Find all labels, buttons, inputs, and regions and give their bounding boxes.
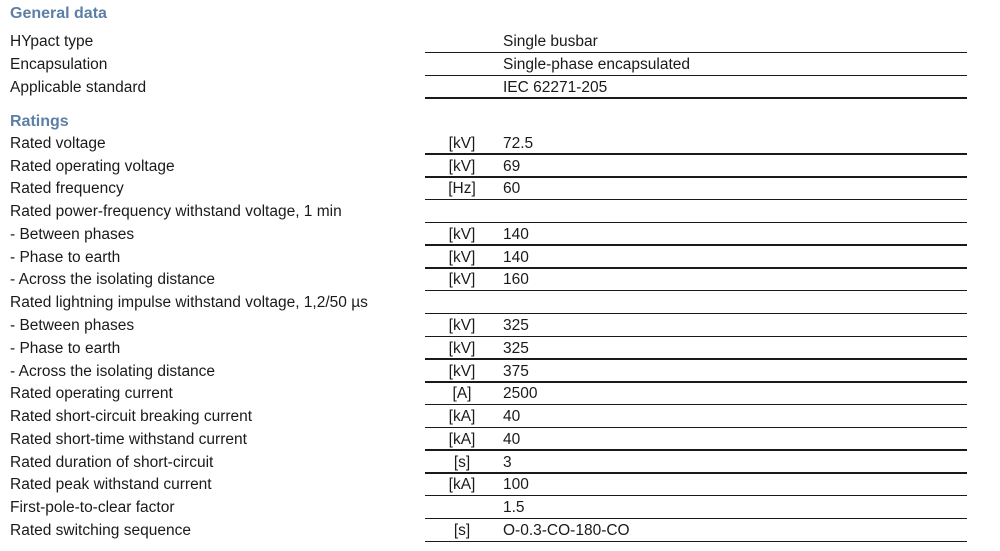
spec-label: Rated switching sequence <box>10 522 191 540</box>
spec-label: Rated short-time withstand current <box>10 430 247 448</box>
spec-row <box>0 360 1000 383</box>
spec-value: 140 <box>503 225 529 243</box>
spec-value: O-0.3-CO-180-CO <box>503 522 630 540</box>
spec-value: 60 <box>503 180 521 198</box>
spec-row <box>0 383 1000 406</box>
spec-unit: [kV] <box>448 271 476 289</box>
spec-row <box>0 76 1000 99</box>
spec-unit: [kV] <box>448 157 476 175</box>
spec-unit: [s] <box>453 453 471 471</box>
spec-label: First-pole-to-clear factor <box>10 499 175 517</box>
spec-value: 69 <box>503 157 521 175</box>
spec-row <box>0 223 1000 246</box>
spec-row <box>0 314 1000 337</box>
spec-label: - Phase to earth <box>10 248 121 266</box>
spec-unit: [kV] <box>448 134 476 152</box>
spec-label: Applicable standard <box>10 78 147 96</box>
spec-row <box>0 474 1000 497</box>
spec-unit: [kV] <box>448 225 476 243</box>
spec-row <box>0 519 1000 542</box>
spec-row <box>0 405 1000 428</box>
spec-value: 72.5 <box>503 134 534 152</box>
spec-row <box>0 337 1000 360</box>
spec-label: Rated operating voltage <box>10 157 175 175</box>
spec-row <box>0 132 1000 155</box>
spec-unit: [Hz] <box>448 180 476 198</box>
spec-value: 160 <box>503 271 529 289</box>
spec-value: 375 <box>503 362 529 380</box>
spec-row <box>0 291 1000 314</box>
spec-value: 100 <box>503 476 529 494</box>
spec-unit: [A] <box>452 385 472 403</box>
spec-label: Rated frequency <box>10 180 124 198</box>
spec-row <box>0 246 1000 269</box>
spec-label: HYpact type <box>10 33 94 51</box>
spec-value: 325 <box>503 339 529 357</box>
spec-unit: [kA] <box>448 430 476 448</box>
spec-label: Rated short-circuit breaking current <box>10 408 253 426</box>
spec-unit: [kA] <box>448 476 476 494</box>
spec-value: 1.5 <box>503 499 525 517</box>
spec-unit: [kV] <box>448 339 476 357</box>
spec-value: 325 <box>503 317 529 335</box>
row-divider <box>425 97 967 99</box>
spec-row <box>0 155 1000 178</box>
spec-label: Rated lightning impulse withstand voltage, 1,2/50 µs <box>10 294 368 312</box>
spec-row <box>0 428 1000 451</box>
general-data-title: General data <box>10 5 107 22</box>
spec-label: Rated peak withstand current <box>10 476 212 494</box>
spec-row <box>0 31 1000 54</box>
spec-value: 40 <box>503 408 521 426</box>
spec-unit: [kV] <box>448 248 476 266</box>
spec-label: Rated operating current <box>10 385 173 403</box>
spec-row <box>0 451 1000 474</box>
spec-row <box>0 53 1000 76</box>
spec-unit: [s] <box>453 522 471 540</box>
spec-label: Encapsulation <box>10 56 108 74</box>
spec-value: Single busbar <box>503 33 598 51</box>
spec-label: Rated voltage <box>10 134 106 152</box>
spec-row <box>0 269 1000 292</box>
spec-label: - Across the isolating distance <box>10 362 216 380</box>
spec-label: - Between phases <box>10 317 135 335</box>
spec-row <box>0 200 1000 223</box>
spec-value: IEC 62271-205 <box>503 78 608 96</box>
spec-value: 2500 <box>503 385 538 403</box>
spec-value: 140 <box>503 248 529 266</box>
spec-value: 3 <box>503 453 512 471</box>
spec-unit: [kA] <box>448 408 476 426</box>
spec-value: Single-phase encapsulated <box>503 56 690 74</box>
spec-label: - Between phases <box>10 225 135 243</box>
spec-label: Rated power-frequency withstand voltage, 1 min <box>10 203 342 221</box>
spec-row <box>0 496 1000 519</box>
spec-label: - Phase to earth <box>10 339 121 357</box>
spec-unit: [kV] <box>448 362 476 380</box>
spec-unit: [kV] <box>448 317 476 335</box>
ratings-title: Ratings <box>10 113 69 130</box>
spec-value: 40 <box>503 430 521 448</box>
row-divider <box>425 541 967 543</box>
spec-row <box>0 178 1000 201</box>
spec-label: - Across the isolating distance <box>10 271 216 289</box>
spec-label: Rated duration of short-circuit <box>10 453 214 471</box>
